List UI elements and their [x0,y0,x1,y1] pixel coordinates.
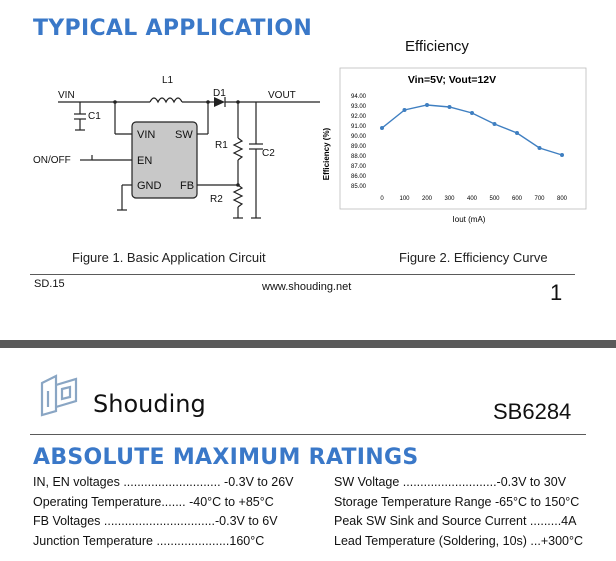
application-circuit-diagram [30,70,330,230]
y-tick-label: 91.00 [350,124,366,130]
y-tick-label: 86.00 [350,174,366,180]
efficiency-data-point [560,153,564,157]
efficiency-data-point [538,146,542,150]
efficiency-data-point [425,103,429,107]
typical-application-heading: TYPICAL APPLICATION [33,16,313,41]
rating-item: Peak SW Sink and Source Current .........4A [334,514,577,529]
d1-label: D1 [213,88,226,99]
c2-label: C2 [262,148,275,159]
x-tick-label: 200 [421,196,433,202]
efficiency-data-point [493,122,497,126]
efficiency-data-point [403,108,407,112]
footer-rule [30,274,575,275]
brand-name: Shouding [93,390,206,418]
figure-2-caption: Figure 2. Efficiency Curve [399,250,548,265]
efficiency-data-point [380,126,384,130]
pin-label: EN [137,155,153,167]
ratings-right-column [334,475,583,554]
x-tick-label: 300 [444,196,455,202]
vout-label: VOUT [268,90,296,101]
efficiency-chart [312,62,588,232]
rating-item: IN, EN voltages ............................ -0.3V to 26V [33,475,294,489]
rating-item: Junction Temperature .....................160°C [33,534,265,549]
on-off-label: ON/OFF [33,155,71,166]
x-tick-label: 400 [466,196,478,202]
shouding-logo-icon [36,371,82,419]
figure-1-caption: Figure 1. Basic Application Circuit [72,250,266,265]
rating-item: Storage Temperature Range -65°C to 150°C [334,494,580,509]
r1-label: R1 [215,140,228,151]
x-tick-label: 100 [399,196,410,202]
pin-label: GND [137,180,162,192]
efficiency-chart-title: Efficiency [405,38,469,55]
x-tick-label: 500 [489,196,500,202]
header-rule [30,434,586,435]
rating-item: FB Voltages ................................-0.3V to 6V [33,514,278,529]
y-tick-label: 93.00 [350,104,366,110]
part-number: SB6284 [493,399,572,424]
y-tick-label: 88.00 [350,154,366,160]
y-tick-label: 92.00 [350,114,366,120]
ratings-left-column [33,475,294,554]
x-tick-label: 800 [556,196,568,202]
rating-item: SW Voltage ...........................-0.3V to 30V [334,475,567,489]
x-tick-label: 600 [511,196,523,202]
c1-label: C1 [88,111,101,122]
r2-label: R2 [210,194,223,205]
pin-label: FB [180,180,195,192]
page-separator [0,340,616,348]
rating-item: Lead Temperature (Soldering, 10s) ...+300°C [334,534,584,549]
absolute-maximum-ratings-heading: ABSOLUTE MAXIMUM RATINGS [33,445,419,470]
y-tick-label: 89.00 [350,144,366,150]
x-tick-label: 0 [380,196,384,202]
y-axis-label: Efficiency (%) [322,127,331,181]
vin-label: VIN [58,90,75,101]
chart-subtitle: Vin=5V; Vout=12V [407,74,497,86]
y-tick-label: 94.00 [350,94,366,100]
efficiency-data-point [470,111,474,115]
page-number: 1 [550,280,563,305]
rating-item: Operating Temperature....... -40°C to +85°C [33,494,274,509]
y-tick-label: 90.00 [350,134,366,140]
footer-website: www.shouding.net [262,281,352,293]
l1-label: L1 [162,75,174,86]
pin-label: VIN [137,129,156,141]
efficiency-data-point [515,131,519,135]
footer-document-code: SD.15 [34,278,65,290]
x-tick-label: 700 [534,196,545,202]
y-tick-label: 87.00 [350,164,366,170]
y-tick-label: 85.00 [350,184,366,190]
pin-label: SW [175,129,193,141]
efficiency-data-point [448,105,452,109]
x-axis-label: Iout (mA) [452,215,486,224]
